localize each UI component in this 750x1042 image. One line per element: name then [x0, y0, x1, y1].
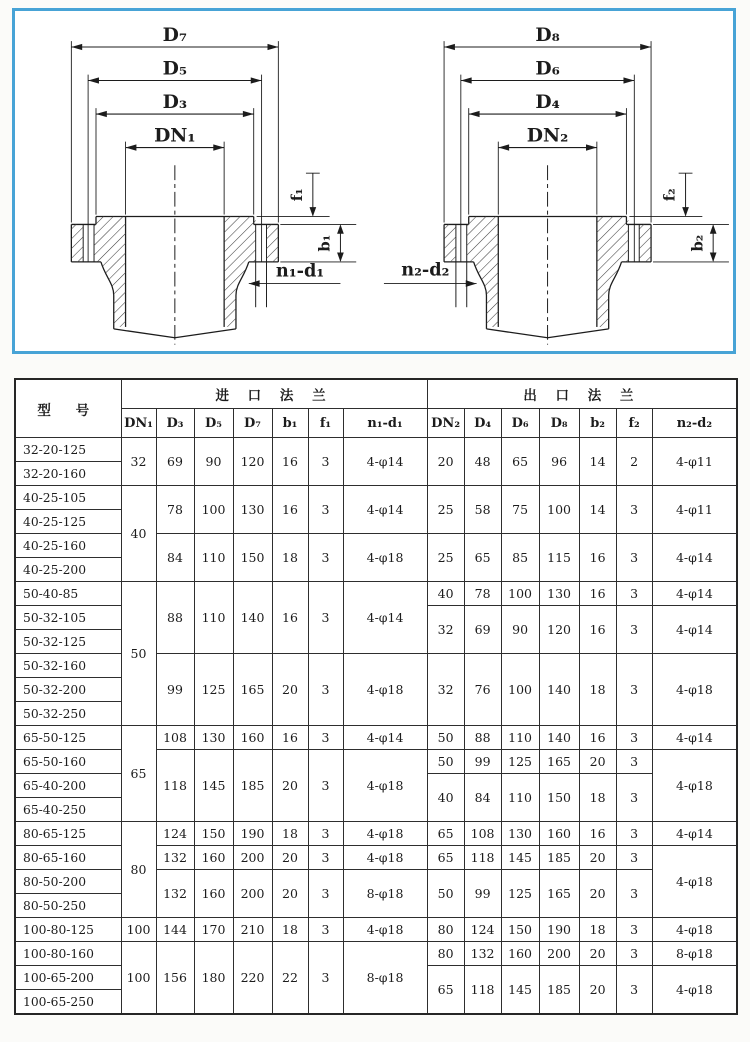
value-cell: 4-φ14 — [652, 726, 737, 750]
value-cell: 4-φ14 — [652, 606, 737, 654]
value-cell: 100 — [194, 486, 233, 534]
value-cell: 140 — [233, 582, 272, 654]
value-cell: 8-φ18 — [652, 942, 737, 966]
dim-label: b₁ — [316, 234, 334, 252]
value-cell: 150 — [194, 822, 233, 846]
value-cell: 80 — [427, 942, 464, 966]
value-cell: 160 — [194, 846, 233, 870]
value-cell: 88 — [156, 582, 194, 654]
table-row — [15, 726, 737, 750]
value-cell: 185 — [539, 966, 579, 1015]
value-cell: 185 — [539, 846, 579, 870]
value-cell: 110 — [501, 774, 539, 822]
value-cell: 118 — [464, 846, 501, 870]
value-cell: 50 — [427, 870, 464, 918]
value-cell: 78 — [464, 582, 501, 606]
value-cell: 3 — [308, 822, 343, 846]
value-cell: 20 — [579, 870, 616, 918]
value-cell: 4-φ18 — [652, 654, 737, 726]
value-cell: 69 — [156, 438, 194, 486]
value-cell: 25 — [427, 534, 464, 582]
value-cell: 3 — [616, 822, 652, 846]
value-cell: 18 — [579, 654, 616, 726]
dim-label: D₇ — [162, 24, 188, 47]
value-cell: 3 — [308, 918, 343, 942]
value-cell: 200 — [233, 870, 272, 918]
table-row — [15, 486, 737, 510]
value-cell: 4-φ18 — [652, 918, 737, 942]
model-cell: 80-50-200 — [15, 870, 121, 894]
model-column-header: 型 号 — [15, 379, 121, 438]
value-cell: 75 — [501, 486, 539, 534]
outlet-flange-group-header: 出 口 法 兰 — [427, 379, 737, 409]
flange-drawing-panel — [12, 8, 736, 354]
value-cell: 96 — [539, 438, 579, 486]
value-cell: 150 — [501, 918, 539, 942]
value-cell: 32 — [427, 654, 464, 726]
value-cell: 8-φ18 — [343, 942, 427, 1015]
dim-label: D₈ — [535, 24, 560, 47]
value-cell: 3 — [616, 966, 652, 1015]
value-cell: 3 — [616, 846, 652, 870]
model-cell: 50-40-85 — [15, 582, 121, 606]
value-cell: 150 — [233, 534, 272, 582]
value-cell: 20 — [272, 846, 308, 870]
model-cell: 50-32-160 — [15, 654, 121, 678]
value-cell: 3 — [616, 918, 652, 942]
value-cell: 220 — [233, 942, 272, 1015]
dim-label: D₆ — [535, 57, 560, 80]
value-cell: 16 — [579, 726, 616, 750]
model-cell: 32-20-125 — [15, 438, 121, 462]
model-cell: 40-25-125 — [15, 510, 121, 534]
col-header-d4: D₄ — [464, 409, 501, 438]
value-cell: 20 — [272, 750, 308, 822]
value-cell: 3 — [308, 534, 343, 582]
value-cell: 65 — [427, 846, 464, 870]
value-cell: 85 — [501, 534, 539, 582]
col-header-n1d1: n₁-d₁ — [343, 409, 427, 438]
value-cell: 132 — [156, 870, 194, 918]
value-cell: 200 — [233, 846, 272, 870]
inlet-flange-group-header: 进 口 法 兰 — [121, 379, 427, 409]
model-cell: 100-65-250 — [15, 990, 121, 1015]
value-cell: 20 — [579, 942, 616, 966]
value-cell: 124 — [464, 918, 501, 942]
value-cell: 210 — [233, 918, 272, 942]
table-row — [15, 942, 737, 966]
value-cell: 3 — [616, 750, 652, 774]
value-cell: 160 — [539, 822, 579, 846]
dim-label: D₄ — [535, 91, 560, 114]
value-cell: 180 — [194, 942, 233, 1015]
value-cell: 84 — [156, 534, 194, 582]
value-cell: 18 — [272, 822, 308, 846]
value-cell: 145 — [501, 966, 539, 1015]
value-cell: 125 — [194, 654, 233, 726]
value-cell: 100 — [121, 918, 156, 942]
model-cell: 40-25-200 — [15, 558, 121, 582]
model-cell: 100-80-160 — [15, 942, 121, 966]
model-cell: 50-32-105 — [15, 606, 121, 630]
model-cell: 80-65-160 — [15, 846, 121, 870]
value-cell: 4-φ14 — [343, 726, 427, 750]
dim-label: DN₂ — [526, 124, 569, 147]
value-cell: 4-φ14 — [343, 438, 427, 486]
value-cell: 3 — [308, 582, 343, 654]
value-cell: 20 — [579, 846, 616, 870]
model-cell: 40-25-160 — [15, 534, 121, 558]
value-cell: 118 — [156, 750, 194, 822]
value-cell: 58 — [464, 486, 501, 534]
col-header-d6: D₆ — [501, 409, 539, 438]
value-cell: 69 — [464, 606, 501, 654]
value-cell: 4-φ18 — [652, 846, 737, 918]
value-cell: 3 — [616, 726, 652, 750]
value-cell: 80 — [427, 918, 464, 942]
value-cell: 4-φ14 — [652, 534, 737, 582]
value-cell: 3 — [616, 942, 652, 966]
value-cell: 90 — [194, 438, 233, 486]
value-cell: 156 — [156, 942, 194, 1015]
value-cell: 100 — [501, 582, 539, 606]
col-header-d7: D₇ — [233, 409, 272, 438]
table-body — [15, 438, 737, 1015]
value-cell: 20 — [272, 870, 308, 918]
value-cell: 16 — [272, 486, 308, 534]
value-cell: 130 — [233, 486, 272, 534]
dim-label: b₂ — [689, 234, 707, 252]
value-cell: 4-φ18 — [343, 534, 427, 582]
value-cell: 118 — [464, 966, 501, 1015]
col-header-dn2: DN₂ — [427, 409, 464, 438]
value-cell: 144 — [156, 918, 194, 942]
model-cell: 50-32-250 — [15, 702, 121, 726]
value-cell: 130 — [194, 726, 233, 750]
value-cell: 165 — [539, 870, 579, 918]
model-cell: 100-80-125 — [15, 918, 121, 942]
dim-label: DN₁ — [154, 124, 196, 147]
value-cell: 18 — [272, 534, 308, 582]
value-cell: 99 — [464, 750, 501, 774]
value-cell: 99 — [464, 870, 501, 918]
model-cell: 80-65-125 — [15, 822, 121, 846]
value-cell: 65 — [501, 438, 539, 486]
table-row — [15, 918, 737, 942]
model-cell: 80-50-250 — [15, 894, 121, 918]
value-cell: 16 — [579, 822, 616, 846]
value-cell: 4-φ18 — [343, 918, 427, 942]
value-cell: 50 — [427, 750, 464, 774]
value-cell: 4-φ14 — [652, 822, 737, 846]
value-cell: 3 — [616, 606, 652, 654]
value-cell: 4-φ18 — [343, 750, 427, 822]
value-cell: 108 — [464, 822, 501, 846]
value-cell: 120 — [233, 438, 272, 486]
model-cell: 65-50-125 — [15, 726, 121, 750]
value-cell: 18 — [272, 918, 308, 942]
col-header-n2d2: n₂-d₂ — [652, 409, 737, 438]
value-cell: 110 — [501, 726, 539, 750]
value-cell: 48 — [464, 438, 501, 486]
value-cell: 4-φ14 — [343, 582, 427, 654]
value-cell: 3 — [308, 942, 343, 1015]
value-cell: 40 — [121, 486, 156, 582]
value-cell: 120 — [539, 606, 579, 654]
col-header-b2: b₂ — [579, 409, 616, 438]
value-cell: 76 — [464, 654, 501, 726]
value-cell: 115 — [539, 534, 579, 582]
value-cell: 2 — [616, 438, 652, 486]
value-cell: 165 — [233, 654, 272, 726]
value-cell: 20 — [427, 438, 464, 486]
value-cell: 3 — [308, 486, 343, 534]
value-cell: 18 — [579, 918, 616, 942]
value-cell: 100 — [501, 654, 539, 726]
table-row — [15, 582, 737, 606]
value-cell: 3 — [616, 534, 652, 582]
value-cell: 3 — [308, 726, 343, 750]
model-cell: 50-32-125 — [15, 630, 121, 654]
value-cell: 80 — [121, 822, 156, 918]
flange-dimension-table — [14, 378, 738, 1015]
value-cell: 125 — [501, 750, 539, 774]
value-cell: 140 — [539, 726, 579, 750]
value-cell: 65 — [121, 726, 156, 822]
value-cell: 4-φ18 — [343, 846, 427, 870]
value-cell: 78 — [156, 486, 194, 534]
value-cell: 65 — [427, 966, 464, 1015]
value-cell: 190 — [233, 822, 272, 846]
value-cell: 3 — [308, 870, 343, 918]
value-cell: 50 — [121, 582, 156, 726]
value-cell: 132 — [156, 846, 194, 870]
value-cell: 4-φ11 — [652, 486, 737, 534]
col-header-d8: D₈ — [539, 409, 579, 438]
value-cell: 20 — [272, 654, 308, 726]
value-cell: 145 — [194, 750, 233, 822]
value-cell: 20 — [579, 750, 616, 774]
value-cell: 3 — [308, 846, 343, 870]
col-header-f1: f₁ — [308, 409, 343, 438]
value-cell: 130 — [501, 822, 539, 846]
value-cell: 4-φ18 — [343, 654, 427, 726]
value-cell: 3 — [616, 654, 652, 726]
value-cell: 3 — [308, 654, 343, 726]
value-cell: 22 — [272, 942, 308, 1015]
value-cell: 20 — [579, 966, 616, 1015]
value-cell: 4-φ18 — [343, 822, 427, 846]
model-cell: 65-50-160 — [15, 750, 121, 774]
value-cell: 3 — [308, 750, 343, 822]
table-row — [15, 822, 737, 846]
col-header-dn1: DN₁ — [121, 409, 156, 438]
table-row — [15, 438, 737, 462]
value-cell: 84 — [464, 774, 501, 822]
value-cell: 100 — [121, 942, 156, 1015]
value-cell: 8-φ18 — [343, 870, 427, 918]
dim-label: n₂-d₂ — [401, 259, 450, 281]
value-cell: 170 — [194, 918, 233, 942]
value-cell: 88 — [464, 726, 501, 750]
value-cell: 150 — [539, 774, 579, 822]
value-cell: 140 — [539, 654, 579, 726]
dim-label: D₅ — [162, 57, 188, 80]
dim-label: f₂ — [661, 188, 679, 202]
value-cell: 32 — [121, 438, 156, 486]
value-cell: 110 — [194, 534, 233, 582]
value-cell: 25 — [427, 486, 464, 534]
value-cell: 100 — [539, 486, 579, 534]
value-cell: 16 — [272, 438, 308, 486]
value-cell: 40 — [427, 774, 464, 822]
inlet-flange-drawing — [27, 17, 362, 353]
value-cell: 16 — [272, 726, 308, 750]
value-cell: 16 — [579, 582, 616, 606]
value-cell: 16 — [272, 582, 308, 654]
value-cell: 200 — [539, 942, 579, 966]
value-cell: 160 — [233, 726, 272, 750]
model-cell: 50-32-200 — [15, 678, 121, 702]
value-cell: 132 — [464, 942, 501, 966]
value-cell: 40 — [427, 582, 464, 606]
value-cell: 32 — [427, 606, 464, 654]
value-cell: 16 — [579, 534, 616, 582]
value-cell: 14 — [579, 438, 616, 486]
model-cell: 32-20-160 — [15, 462, 121, 486]
value-cell: 16 — [579, 606, 616, 654]
value-cell: 110 — [194, 582, 233, 654]
value-cell: 4-φ14 — [343, 486, 427, 534]
value-cell: 3 — [616, 582, 652, 606]
value-cell: 4-φ14 — [652, 582, 737, 606]
value-cell: 18 — [579, 774, 616, 822]
value-cell: 190 — [539, 918, 579, 942]
value-cell: 3 — [616, 870, 652, 918]
value-cell: 99 — [156, 654, 194, 726]
value-cell: 90 — [501, 606, 539, 654]
model-cell: 65-40-250 — [15, 798, 121, 822]
value-cell: 3 — [616, 486, 652, 534]
col-header-f2: f₂ — [616, 409, 652, 438]
value-cell: 108 — [156, 726, 194, 750]
value-cell: 50 — [427, 726, 464, 750]
value-cell: 4-φ18 — [652, 966, 737, 1015]
value-cell: 4-φ11 — [652, 438, 737, 486]
value-cell: 160 — [501, 942, 539, 966]
value-cell: 185 — [233, 750, 272, 822]
value-cell: 3 — [308, 438, 343, 486]
col-header-d3: D₃ — [156, 409, 194, 438]
value-cell: 130 — [539, 582, 579, 606]
value-cell: 165 — [539, 750, 579, 774]
value-cell: 125 — [501, 870, 539, 918]
value-cell: 65 — [464, 534, 501, 582]
dim-label: D₃ — [162, 91, 188, 114]
value-cell: 160 — [194, 870, 233, 918]
col-header-d5: D₅ — [194, 409, 233, 438]
outlet-flange-drawing — [380, 17, 733, 353]
model-cell: 40-25-105 — [15, 486, 121, 510]
value-cell: 145 — [501, 846, 539, 870]
value-cell: 124 — [156, 822, 194, 846]
model-cell: 100-65-200 — [15, 966, 121, 990]
col-header-b1: b₁ — [272, 409, 308, 438]
value-cell: 65 — [427, 822, 464, 846]
table-header — [15, 379, 737, 438]
value-cell: 4-φ18 — [652, 750, 737, 822]
value-cell: 3 — [616, 774, 652, 822]
value-cell: 14 — [579, 486, 616, 534]
dim-label: f₁ — [288, 188, 306, 202]
model-cell: 65-40-200 — [15, 774, 121, 798]
dim-label: n₁-d₁ — [275, 260, 325, 282]
